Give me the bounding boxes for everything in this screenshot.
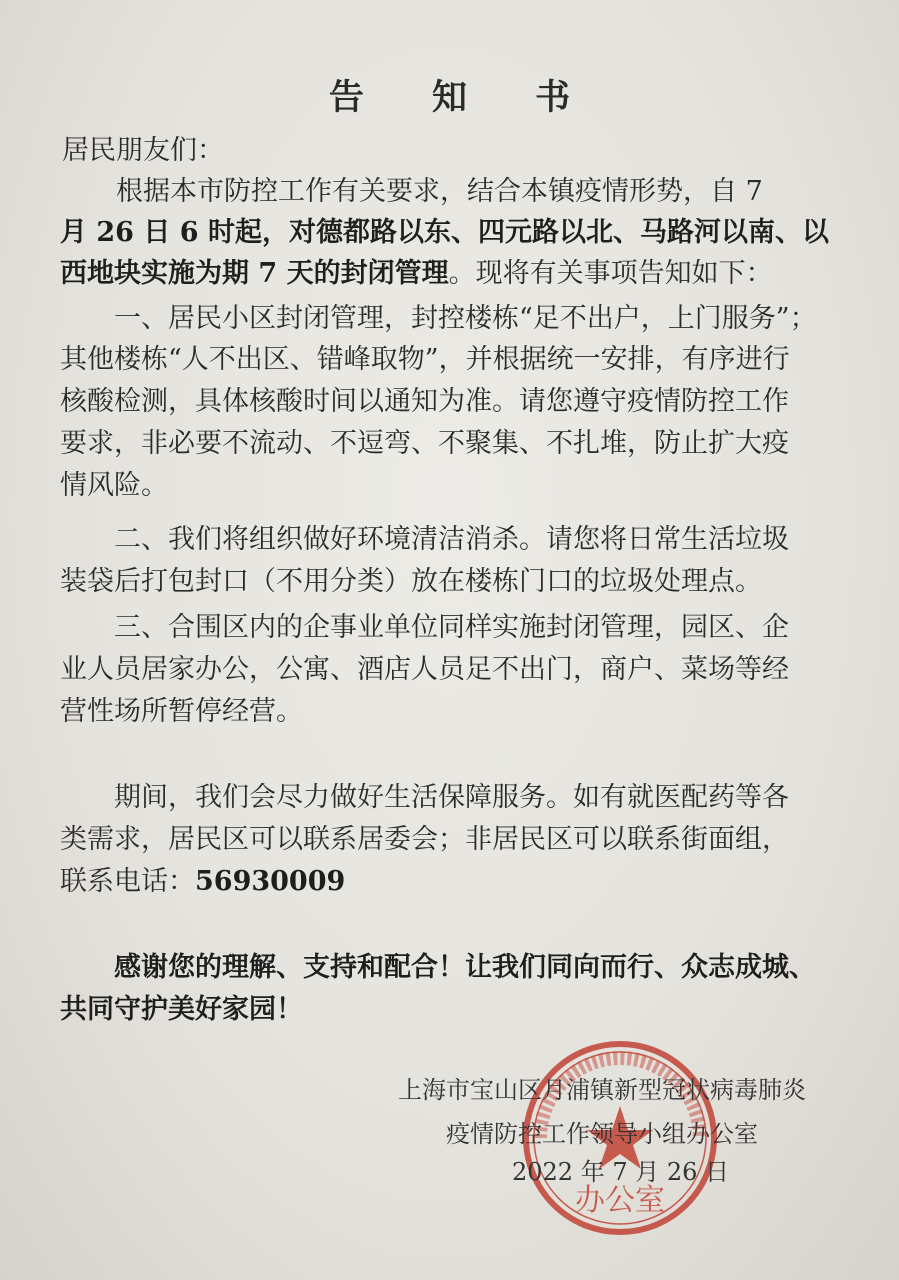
intro-line-3-rest: 。现将有关事项告知如下：	[448, 258, 773, 289]
item1-line-4: 要求，非必要不流动、不逗弯、不聚集、不扎堆，防止扩大疫	[60, 428, 789, 459]
item3-line-1: 三、合围区内的企事业单位同样实施封闭管理，园区、企	[114, 612, 789, 643]
phone-label: 联系电话：	[60, 866, 195, 897]
thanks-line-2: 共同守护美好家园！	[60, 994, 303, 1025]
item1-line-1: 一、居民小区封闭管理，封控楼栋“足不出户，上门服务”；	[114, 303, 817, 334]
signature-org-line-2: 疫情防控工作领导小组办公室	[446, 1120, 758, 1148]
intro-line-1: 根据本市防控工作有关要求，结合本镇疫情形势，自 7	[116, 176, 763, 207]
salutation: 居民朋友们：	[62, 135, 224, 166]
item1-line-3: 核酸检测，具体核酸时间以通知为准。请您遵守疫情防控工作	[60, 386, 789, 417]
signature-date: 2022 年 7 月 26 日	[512, 1158, 730, 1186]
item2-line-2: 装袋后打包封口（不用分类）放在楼栋门口的垃圾处理点。	[60, 566, 762, 597]
intro-line-3-bold: 西地块实施为期 7 天的封闭管理	[60, 258, 449, 289]
phone-number: 56930009	[195, 866, 346, 897]
item3-line-3: 营性场所暂停经营。	[60, 696, 303, 727]
seal-text: 办公室	[575, 1183, 665, 1218]
intro-line-2: 月 26 日 6 时起，对德都路以东、四元路以北、马路河以南、以	[60, 217, 829, 248]
item3-line-2: 业人员居家办公，公寓、酒店人员足不出门，商户、菜场等经	[60, 654, 789, 685]
item1-line-2: 其他楼栋“人不出区、错峰取物”，并根据统一安排，有序进行	[60, 344, 790, 375]
service-line-3	[60, 864, 345, 900]
document-title: 告 知 书	[328, 77, 599, 118]
thanks-line-1: 感谢您的理解、支持和配合！让我们同向而行、众志成城、	[114, 952, 816, 983]
item1-line-5: 情风险。	[60, 470, 168, 501]
service-line-2: 类需求，居民区可以联系居委会；非居民区可以联系街面组，	[60, 824, 789, 855]
item2-line-1: 二、我们将组织做好环境清洁消杀。请您将日常生活垃圾	[114, 524, 789, 555]
signature-org-line-1: 上海市宝山区月浦镇新型冠状病毒肺炎	[398, 1076, 806, 1104]
intro-line-3	[60, 256, 773, 292]
service-line-1: 期间，我们会尽力做好生活保障服务。如有就医配药等各	[114, 782, 789, 813]
